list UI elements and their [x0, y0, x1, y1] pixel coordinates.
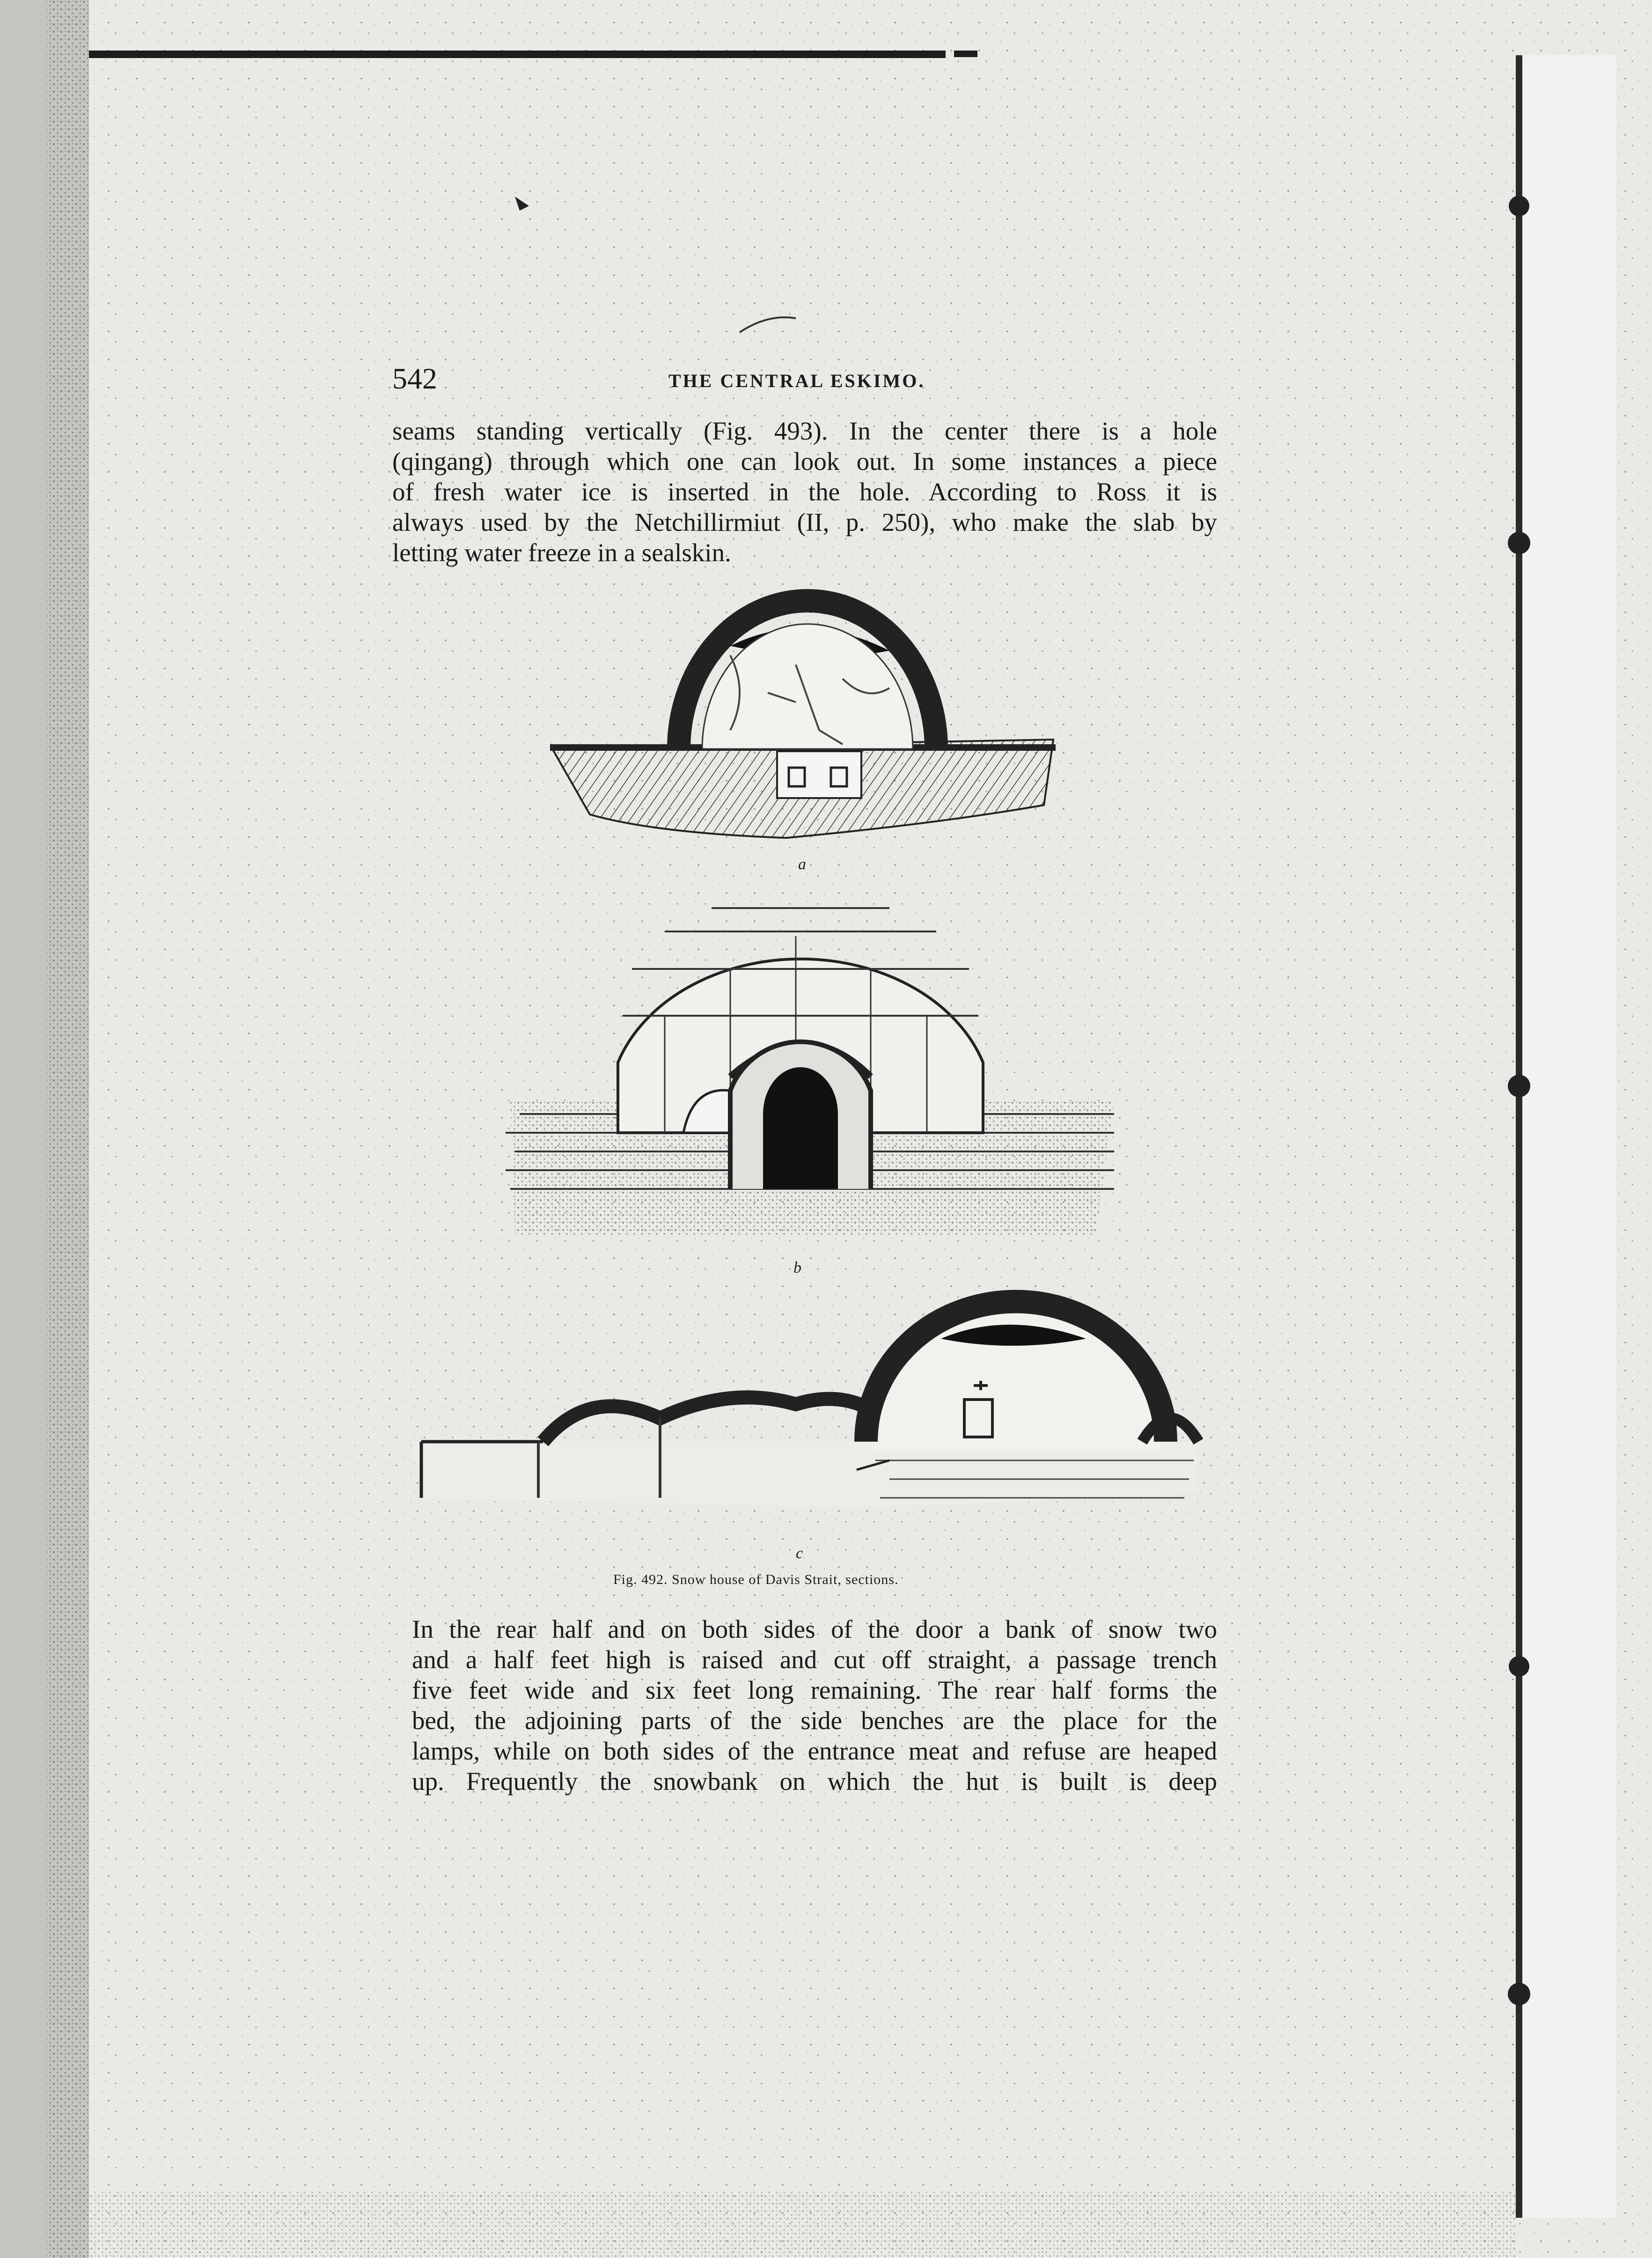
figure-label-b: b — [793, 1259, 801, 1276]
text-line: seams standing vertically (Fig. 493). In the center there is a hole — [392, 417, 1217, 445]
text-line: (qingang) through which one can look out. In some instances a piece — [392, 447, 1217, 476]
paragraph-bottom — [412, 1614, 1217, 1796]
section-b-drawing — [506, 908, 1114, 1236]
text-line: In the rear half and on both sides of the door a bank of snow two — [412, 1615, 1217, 1643]
text-line: bed, the adjoining parts of the side benches are the place for the — [412, 1706, 1217, 1735]
running-title: THE CENTRAL ESKIMO. — [668, 370, 925, 391]
section-a-drawing — [550, 601, 1056, 838]
figure-label-a: a — [798, 856, 806, 873]
page-number: 542 — [392, 362, 437, 395]
text-line: and a half feet high is raised and cut off straight, a passage trench — [412, 1645, 1217, 1674]
text-line: letting water freeze in a sealskin. — [392, 538, 731, 567]
text-line: five feet wide and six feet long remaining. The rear half forms the — [412, 1676, 1217, 1704]
figure-caption: Fig. 492. Snow house of Davis Strait, sections. — [613, 1572, 899, 1587]
figure-label-c: c — [796, 1545, 803, 1562]
text-line: up. Frequently the snowbank on which the hut is built is deep — [412, 1767, 1217, 1796]
text-line: always used by the Netchillirmiut (II, p. 250), who make the slab by — [392, 508, 1217, 536]
text-line: lamps, while on both sides of the entrance meat and refuse are heaped — [412, 1737, 1217, 1765]
text-line: of fresh water ice is inserted in the hole. According to Ross it is — [392, 477, 1217, 506]
section-c-drawing — [412, 1297, 1198, 1507]
